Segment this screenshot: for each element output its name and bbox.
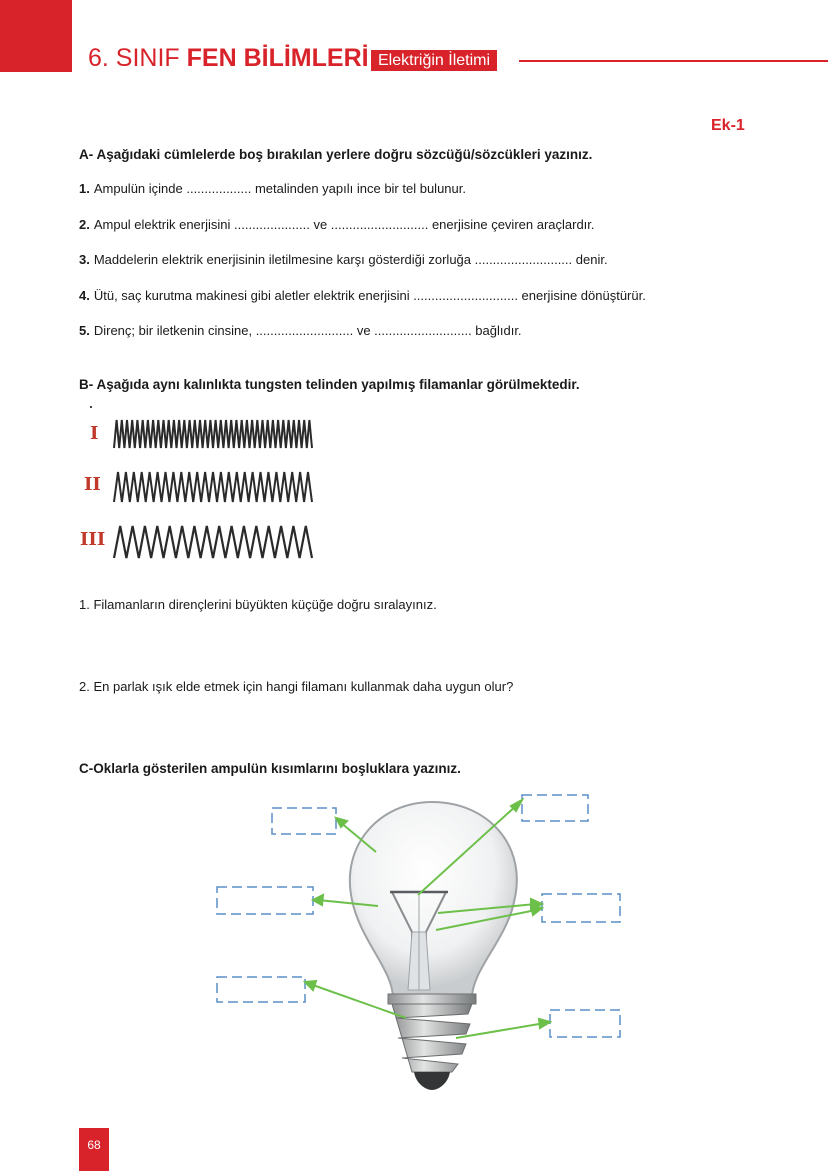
item-text: Ampulün içinde .................. metalinden yapılı ince bir tel bulunur. xyxy=(93,181,466,196)
filament-coil-2 xyxy=(114,472,312,502)
filament-coil-3 xyxy=(114,526,312,558)
section-c-heading: C-Oklarla gösterilen ampulün kısımlarını boşluklara yazınız. xyxy=(79,761,461,776)
item-number: 3. xyxy=(79,252,90,267)
filament-coils-figure xyxy=(110,412,320,562)
unit-tag: Elektriğin İletimi xyxy=(371,50,497,71)
fill-blank-item-3 xyxy=(79,252,608,267)
section-a-heading: A- Aşağıdaki cümlelerde boş bırakılan yerlere doğru sözcüğü/sözcükleri yazınız. xyxy=(79,147,593,162)
fill-blank-item-5 xyxy=(79,323,522,338)
item-text: Ütü, saç kurutma makinesi gibi aletler elektrik enerjisini ............................. enerjisine dönüştürür. xyxy=(93,288,646,303)
filament-label-3: III xyxy=(80,529,106,550)
item-number: 2. xyxy=(79,217,90,232)
filament-coil-1 xyxy=(114,420,312,448)
item-text: Ampul elektrik enerjisini ..................... ve ........................... enerjisine çeviren araçlardır. xyxy=(93,217,595,232)
item-number: 1. xyxy=(79,181,90,196)
fill-blank-item-1 xyxy=(79,181,466,196)
subject-label: FEN BİLİMLERİ xyxy=(186,44,369,72)
item-text: Direnç; bir iletkenin cinsine, ........................... ve ........................... bağlıdır. xyxy=(93,323,522,338)
light-bulb-diagram xyxy=(200,780,650,1100)
label-box-top-right xyxy=(522,795,588,821)
bulb-collar xyxy=(388,994,476,1004)
section-b-question-1: 1. Filamanların dirençlerini büyükten küçüğe doğru sıralayınız. xyxy=(79,597,437,612)
label-box-top-left xyxy=(272,808,336,834)
page-number-box xyxy=(79,1128,109,1171)
filament-label-1: I xyxy=(90,423,99,444)
base-contact xyxy=(414,1072,450,1090)
item-number: 5. xyxy=(79,323,90,338)
fill-blank-item-2 xyxy=(79,217,595,232)
grade-label: 6. SINIF xyxy=(88,44,180,72)
bulb-glass xyxy=(350,802,517,998)
item-number: 4. xyxy=(79,288,90,303)
page-header-title xyxy=(88,44,369,73)
label-box-mid-left xyxy=(217,887,313,914)
corner-accent-block xyxy=(0,0,72,72)
filament-label-2: II xyxy=(84,474,101,495)
section-b-question-2: 2. En parlak ışık elde etmek için hangi filamanı kullanmak daha uygun olur? xyxy=(79,679,514,694)
appendix-label: Ek-1 xyxy=(711,117,745,134)
page-number: 68 xyxy=(87,1138,101,1152)
section-b-heading: B- Aşağıda aynı kalınlıkta tungsten telinden yapılmış filamanlar görülmektedir. xyxy=(79,377,580,392)
label-box-bottom-right xyxy=(550,1010,620,1037)
scan-dot xyxy=(90,406,92,408)
item-text: Maddelerin elektrik enerjisinin iletilmesine karşı gösterdiği zorluğa ........................... denir. xyxy=(93,252,608,267)
fill-blank-item-4 xyxy=(79,288,646,303)
label-box-mid-right xyxy=(542,894,620,922)
label-box-lower-left xyxy=(217,977,305,1002)
header-rule xyxy=(519,60,828,62)
